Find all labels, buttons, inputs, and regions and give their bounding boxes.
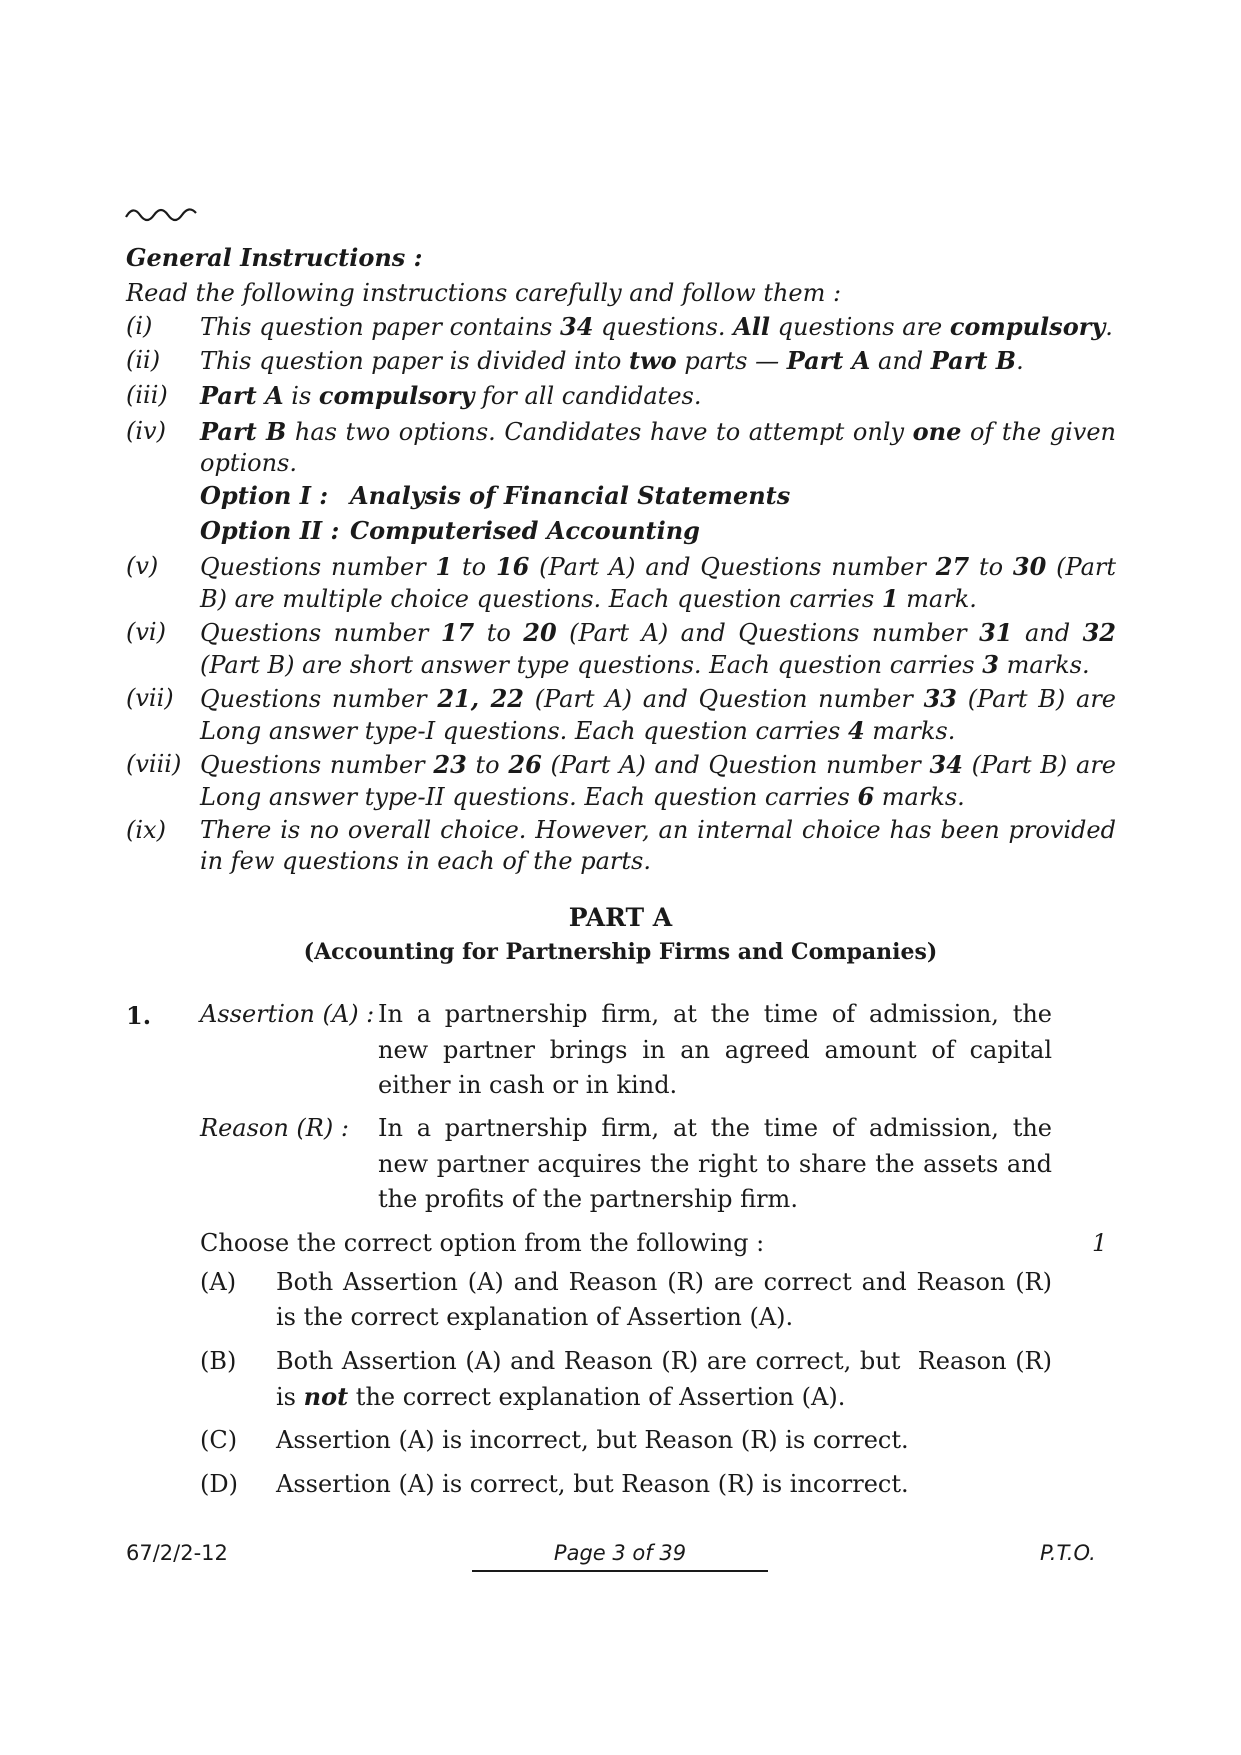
paper-code: 67/2/2-12 xyxy=(126,1541,228,1565)
instruction-number: (ix) xyxy=(126,816,166,844)
answer-option-a xyxy=(200,1265,1052,1335)
instruction-number: (i) xyxy=(126,312,153,340)
pto-label: P.T.O. xyxy=(1040,1541,1096,1565)
instruction-text: Questions number 21, 22 (Part A) and Question number 33 (Part B) are Long answer type-I questions. Each question carries 4 marks. xyxy=(200,684,1116,745)
instruction-number: (vi) xyxy=(126,618,166,646)
option-value: Analysis of Financial Statements xyxy=(350,481,791,510)
assertion-text: In a partnership firm, at the time of admission, the new partner brings in an agreed amount of capital either in cash or in kind. xyxy=(378,1000,1052,1099)
option-i xyxy=(200,480,790,512)
reason-text: In a partnership firm, at the time of admission, the new partner acquires the right to share the assets and the profits of the partnership firm. xyxy=(378,1114,1052,1213)
instruction-number: (vii) xyxy=(126,684,174,712)
instruction-item xyxy=(126,345,1116,377)
option-letter: (B) xyxy=(200,1347,237,1375)
instruction-item xyxy=(126,683,1116,747)
option-ii xyxy=(200,515,700,547)
option-label: Option I : xyxy=(200,481,329,510)
general-instructions-title: General Instructions : xyxy=(126,243,423,272)
option-letter: (A) xyxy=(200,1268,237,1296)
instruction-item xyxy=(126,416,1116,479)
instruction-item xyxy=(126,815,1116,877)
page-number: Page 3 of 39 xyxy=(553,1541,687,1565)
instruction-number: (iv) xyxy=(126,417,166,445)
instruction-text: This question paper is divided into two parts — Part A and Part B. xyxy=(200,346,1024,375)
part-a-subtitle: (Accounting for Partnership Firms and Companies) xyxy=(303,939,938,965)
footer-rule xyxy=(472,1570,768,1572)
wave-ornament-icon xyxy=(124,201,214,225)
assertion-label: Assertion (A) : xyxy=(200,1000,375,1028)
answer-option-c xyxy=(200,1423,1052,1458)
option-text: Both Assertion (A) and Reason (R) are correct and Reason (R) is the correct explanation of Assertion (A). xyxy=(276,1268,1052,1331)
option-text: Assertion (A) is correct, but Reason (R) is incorrect. xyxy=(276,1470,909,1498)
option-text: Both Assertion (A) and Reason (R) are correct, but Reason (R) is not the correct explanation of Assertion (A). xyxy=(276,1347,1052,1411)
instruction-text: Questions number 23 to 26 (Part A) and Question number 34 (Part B) are Long answer type-II questions. Each question carries 6 marks. xyxy=(200,750,1116,811)
instruction-text: Part B has two options. Candidates have to attempt only one of the given options. xyxy=(200,417,1117,477)
question-prompt: Choose the correct option from the following : xyxy=(200,1229,765,1257)
instruction-number: (viii) xyxy=(126,750,182,778)
option-letter: (C) xyxy=(200,1426,238,1454)
reason-label: Reason (R) : xyxy=(200,1114,349,1142)
answer-option-b xyxy=(200,1344,1052,1415)
part-a-title: PART A xyxy=(568,903,673,932)
instruction-text: This question paper contains 34 questions. All questions are compulsory. xyxy=(200,312,1113,341)
instruction-text: Questions number 17 to 20 (Part A) and Questions number 31 and 32 (Part B) are short answer type questions. Each question carries 3 marks. xyxy=(200,618,1116,679)
option-label: Option II : xyxy=(200,516,340,545)
instruction-number: (iii) xyxy=(126,381,168,409)
question-number: 1. xyxy=(126,1001,152,1030)
instruction-text: Part A is compulsory for all candidates. xyxy=(200,381,702,410)
instruction-text: There is no overall choice. However, an internal choice has been provided in few questions in each of the parts. xyxy=(200,816,1116,875)
instruction-item xyxy=(126,380,1116,412)
question-marks: 1 xyxy=(1092,1229,1108,1257)
option-value: Computerised Accounting xyxy=(350,516,700,545)
instruction-number: (ii) xyxy=(126,346,161,374)
instruction-item xyxy=(126,551,1116,615)
option-letter: (D) xyxy=(200,1470,238,1498)
instruction-item xyxy=(126,617,1116,681)
option-text: Assertion (A) is incorrect, but Reason (R) is correct. xyxy=(276,1426,909,1454)
answer-option-d xyxy=(200,1467,1052,1502)
instruction-number: (v) xyxy=(126,552,159,580)
instruction-item xyxy=(126,749,1116,813)
instruction-text: Questions number 1 to 16 (Part A) and Questions number 27 to 30 (Part B) are multiple choice questions. Each question carries 1 mark. xyxy=(200,552,1116,613)
instruction-item xyxy=(126,311,1116,343)
general-instructions-lead: Read the following instructions carefully and follow them : xyxy=(126,279,842,307)
